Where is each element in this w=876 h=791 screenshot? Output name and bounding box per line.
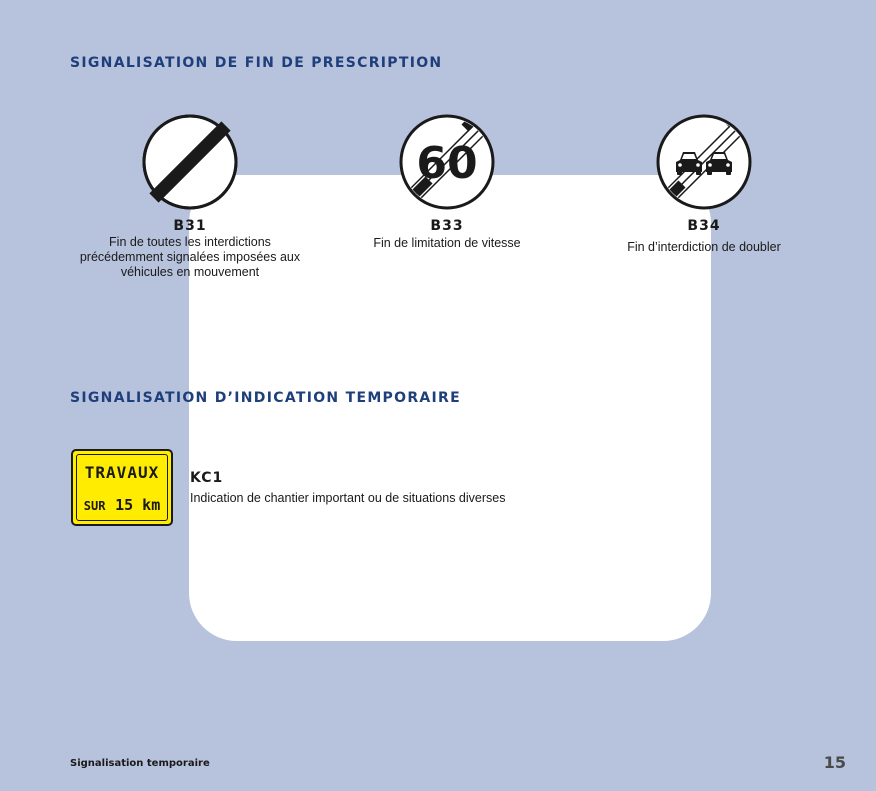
sign-description-b31: Fin de toutes les interdictions précédemment signalées imposées aux véhicules en mouvement bbox=[79, 235, 301, 279]
section-title-temporary-indication: SIGNALISATION D’INDICATION TEMPORAIRE bbox=[70, 390, 461, 406]
panel-text-value: 15 km bbox=[115, 496, 161, 514]
panel-text-distance bbox=[73, 495, 171, 514]
end-of-no-overtaking-sign-icon bbox=[656, 114, 752, 210]
sign-code-kc1: KC1 bbox=[190, 470, 224, 486]
sign-code-b31: B31 bbox=[173, 218, 207, 234]
sign-code-b34: B34 bbox=[687, 218, 721, 234]
sign-code-b33: B33 bbox=[430, 218, 464, 234]
sign-description-b33: Fin de limitation de vitesse bbox=[373, 236, 521, 250]
panel-text-prefix: SUR bbox=[83, 499, 106, 513]
end-of-speed-limit-sign-icon bbox=[399, 114, 495, 210]
speed-limit-value: 60 bbox=[416, 138, 478, 189]
sign-description-b34: Fin d’interdiction de doubler bbox=[627, 240, 781, 254]
kc1-travaux-panel bbox=[71, 449, 173, 526]
footer-section-label: Signalisation temporaire bbox=[70, 758, 210, 769]
page-number: 15 bbox=[823, 753, 846, 772]
section-title-end-of-prescription: SIGNALISATION DE FIN DE PRESCRIPTION bbox=[70, 55, 443, 71]
sign-description-kc1: Indication de chantier important ou de situations diverses bbox=[190, 491, 506, 505]
end-of-all-restrictions-sign-icon bbox=[142, 114, 238, 210]
panel-text-travaux: TRAVAUX bbox=[84, 463, 160, 482]
